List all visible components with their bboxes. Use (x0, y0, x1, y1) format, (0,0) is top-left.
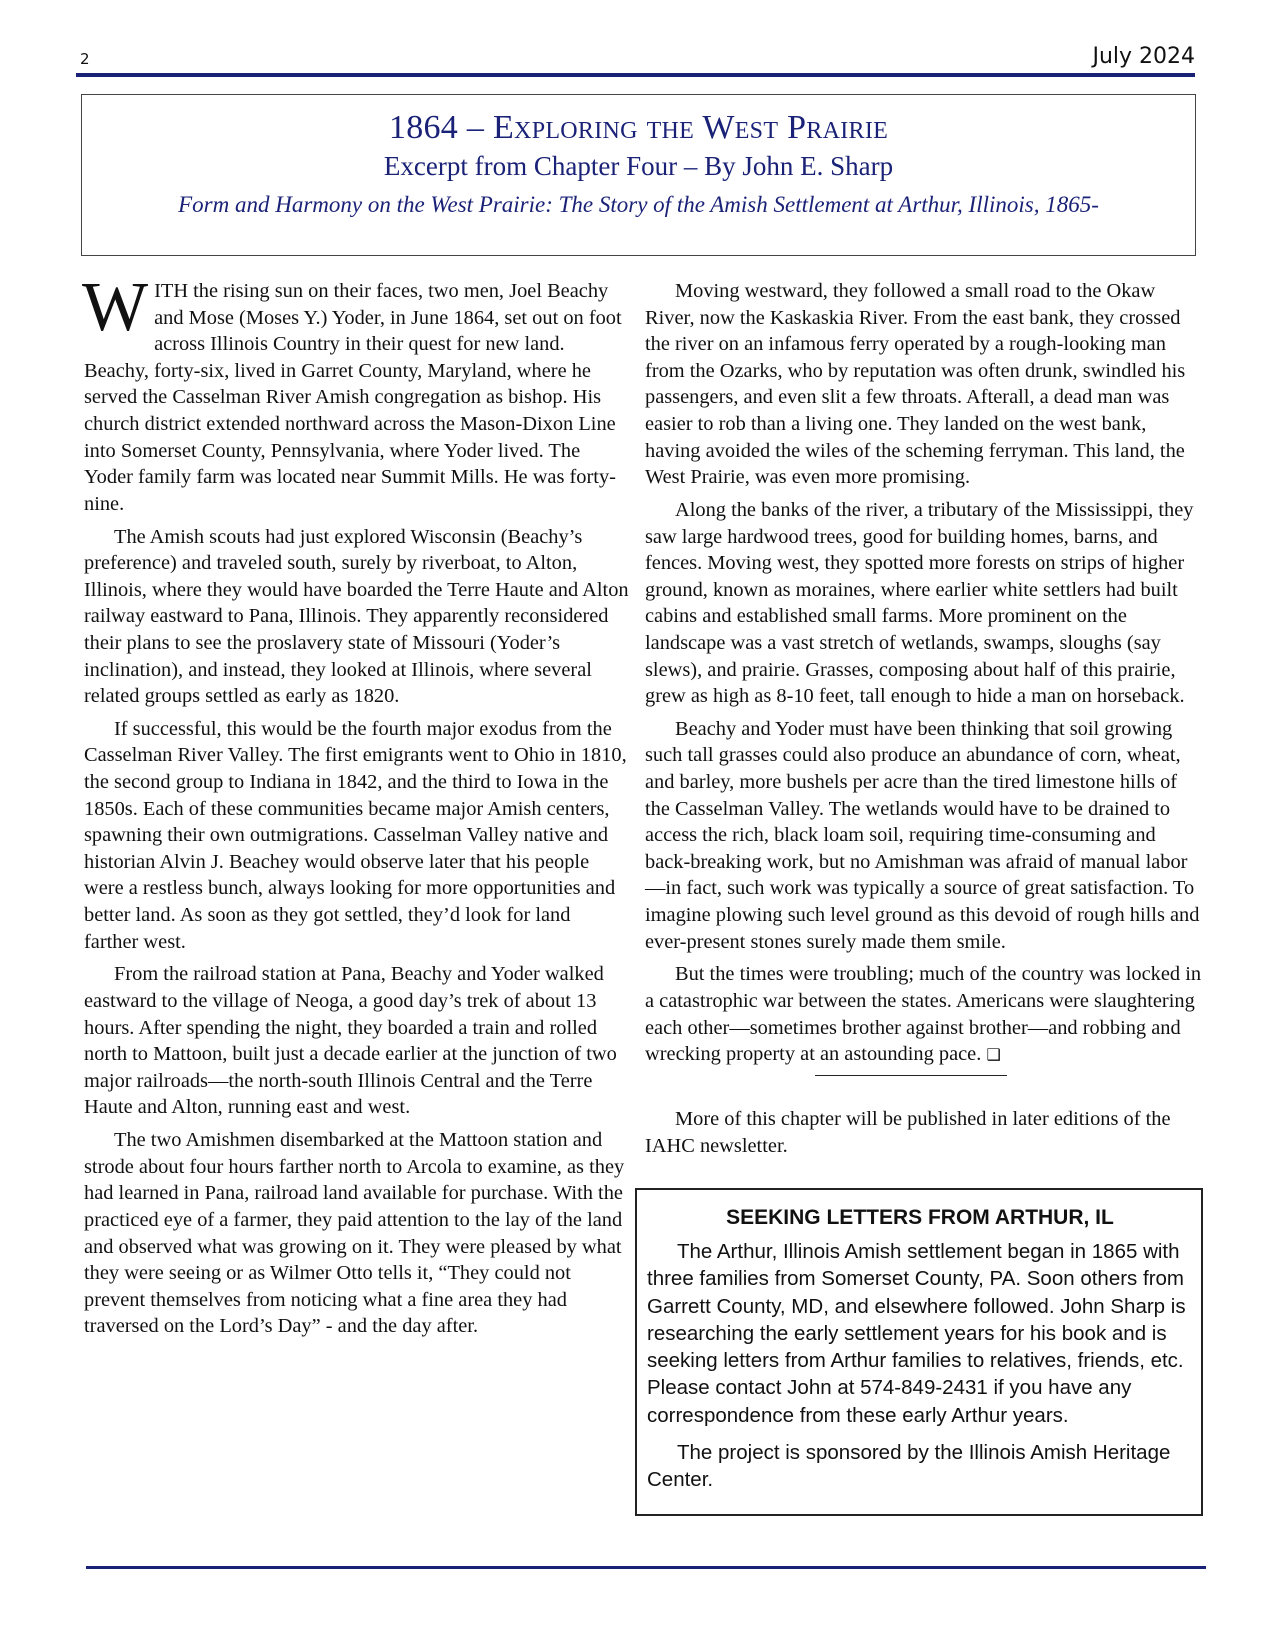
article-paragraph: Along the banks of the river, a tributary of the Mississippi, they saw large hardwood trees, good for building homes, barns, and fences. Moving west, they spotted more forests on strips of higher ground, known as moraines, where earlier white settlers had built cabins and established small farms. More prominent on the landscape was a vast stretch of wetlands, swamps, sloughs (say slews), and prairie. Grasses, composing about half of this prairie, grew as high as 8-10 feet, tall enough to hide a man on horseback. (645, 498, 1194, 708)
issue-date: July 2024 (1092, 44, 1195, 69)
article-paragraph: But the times were troubling; much of the country was locked in a catastrophic war between the states. Americans were slaughtering each other—sometimes brother against brother—and robbing and wrecking property at an astounding pace. ❑ (645, 963, 1202, 1066)
article-paragraph: The two Amishmen disembarked at the Mattoon station and strode about four hours farther north to Arcola to examine, as they had learned in Pana, railroad land available for purchase. With the practiced eye of a farmer, they paid attention to the lay of the land and observed what was growing on it. They were pleased by what they were seeing or as Wilmer Otto tells it, “They could not prevent themselves from noticing what a fine area they had traversed on the Lord’s Day” - and the day after. (84, 1129, 625, 1338)
article-title: 1864 – Exploring the West Prairie (388, 109, 889, 146)
article-paragraph: If successful, this would be the fourth major exodus from the Casselman River Valley. The first emigrants went to Ohio in 1810, the second group to Indiana in 1842, and the third to Iowa in the 1850s. Each of these communities became major Amish centers, spawning their own outmigrations. Casselman Valley native and historian Alvin J. Beachey would observe later that his people were a restless bunch, always looking for more opportunities and better land. As soon as they got settled, they’d look for land farther west. (84, 717, 627, 953)
article-paragraph: WITH the rising sun on their faces, two men, Joel Beachy and Mose (Moses Y.) Yoder, in June 1864, set out on foot across Illinois Country in their quest for new land. Beachy, forty-six, lived in Garret County, Maryland, where he served the Casselman River Amish congregation as bishop. His church district extended northward across the Mason-Dixon Line into Somerset County, Pennsylvania, where Yoder lived. The Yoder family farm was located near Summit Mills. He was forty-nine. (82, 269, 622, 515)
footer-rule (86, 1566, 1206, 1569)
article-paragraph: Moving westward, they followed a small road to the Okaw River, now the Kaskaskia River. From the east bank, they crossed the river on an infamous ferry operated by a rough-looking man from the Ozarks, who by reputation was often drunk, swindled his passengers, and even slit a few throats. Afterall, a dead man was easier to rob than a living one. They landed on the west bank, having avoided the wiles of the scheming ferryman. This land, the West Prairie, was even more promising. (645, 280, 1186, 489)
sidebar-paragraph: The project is sponsored by the Illinois Amish Heritage Center. (647, 1441, 1171, 1492)
sidebar-title: SEEKING LETTERS FROM ARTHUR, IL (726, 1206, 1114, 1229)
section-divider (815, 1075, 1007, 1077)
sidebar-paragraph: The Arthur, Illinois Amish settlement began in 1865 with three families from Somerset County, PA. Soon others from Garrett County, MD, and elsewhere followed. John Sharp is researching the early settlement years for his book and is seeking letters from Arthur families to relatives, friends, etc. Please contact John at 574-849-2431 if you have any correspondence from these early Arthur years. (647, 1240, 1186, 1427)
page-number: 2 (80, 50, 90, 68)
end-mark-icon: ❑ (986, 1045, 1001, 1065)
drop-cap: W (82, 269, 149, 346)
article-column-left (82, 269, 629, 1346)
sidebar-box (635, 1188, 1203, 1516)
article-paragraph: From the railroad station at Pana, Beachy and Yoder walked eastward to the village of Neoga, a good day’s trek of about 13 hours. After spending the night, they boarded a train and rolled north to Mattoon, built just a decade earlier at the junction of two major railroads—the north-south Illinois Central and the Terre Haute and Alton, running east and west. (84, 963, 617, 1119)
article-column-right (645, 278, 1205, 1166)
book-title: Form and Harmony on the West Prairie: The Story of the Amish Settlement at Arthur, Illinois, 1865- (178, 192, 1099, 217)
article-title-box (81, 94, 1196, 256)
article-paragraph: The Amish scouts had just explored Wisconsin (Beachy’s preference) and traveled south, surely by riverboat, to Alton, Illinois, where they would have boarded the Terre Haute and Alton railway eastward to Pana, Illinois. They apparently reconsidered their plans to see the proslavery state of Missouri (Yoder’s inclination), and instead, they looked at Illinois, where several related groups settled as early as 1820. (84, 525, 629, 708)
header-rule (76, 73, 1195, 77)
continuation-note: More of this chapter will be published in later editions of the IAHC newsletter. (645, 1108, 1171, 1158)
article-subtitle: Excerpt from Chapter Four – By John E. Sharp (383, 151, 894, 181)
article-paragraph: Beachy and Yoder must have been thinking that soil growing such tall grasses could also produce an abundance of corn, wheat, and barley, more bushels per acre than the tired limestone hills of the Casselman Valley. The wetlands would have to be drained to access the rich, black loam soil, requiring time-consuming and back-breaking work, but no Amishman was afraid of manual labor—in fact, such work was typically a source of great satisfaction. To imagine plowing such level ground as this devoid of rough hills and ever-present stones surely made them smile. (645, 717, 1200, 953)
